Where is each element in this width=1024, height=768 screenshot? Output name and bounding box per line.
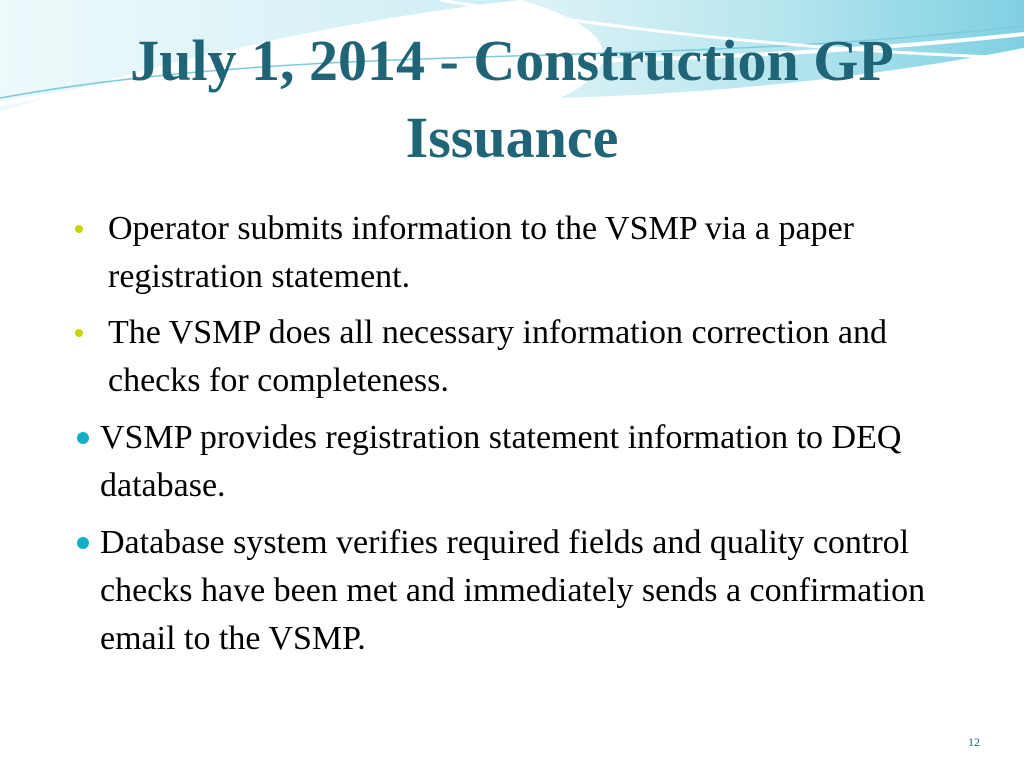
bullet-dot-icon [75,329,83,337]
list-item [100,414,980,510]
slide-title: July 1, 2014 - Construction GP Issuance [130,28,894,170]
bullet-text: VSMP provides registration statement information to DEQ database. [100,419,902,504]
page-number: 12 [968,735,980,749]
bullet-dot-icon [77,537,89,549]
bullet-text: Operator submits information to the VSMP via a paper registration statement. [108,210,854,295]
list-item [100,519,980,663]
list-item [108,309,978,405]
bullet-text: Database system verifies required fields and quality control checks have been met and immediately sends a confirmation email to the VSMP. [100,524,926,657]
bullet-text: The VSMP does all necessary information correction and checks for completeness. [108,314,887,399]
bullet-dot-icon [75,225,83,233]
list-item [108,205,978,301]
bullet-dot-icon [77,432,89,444]
